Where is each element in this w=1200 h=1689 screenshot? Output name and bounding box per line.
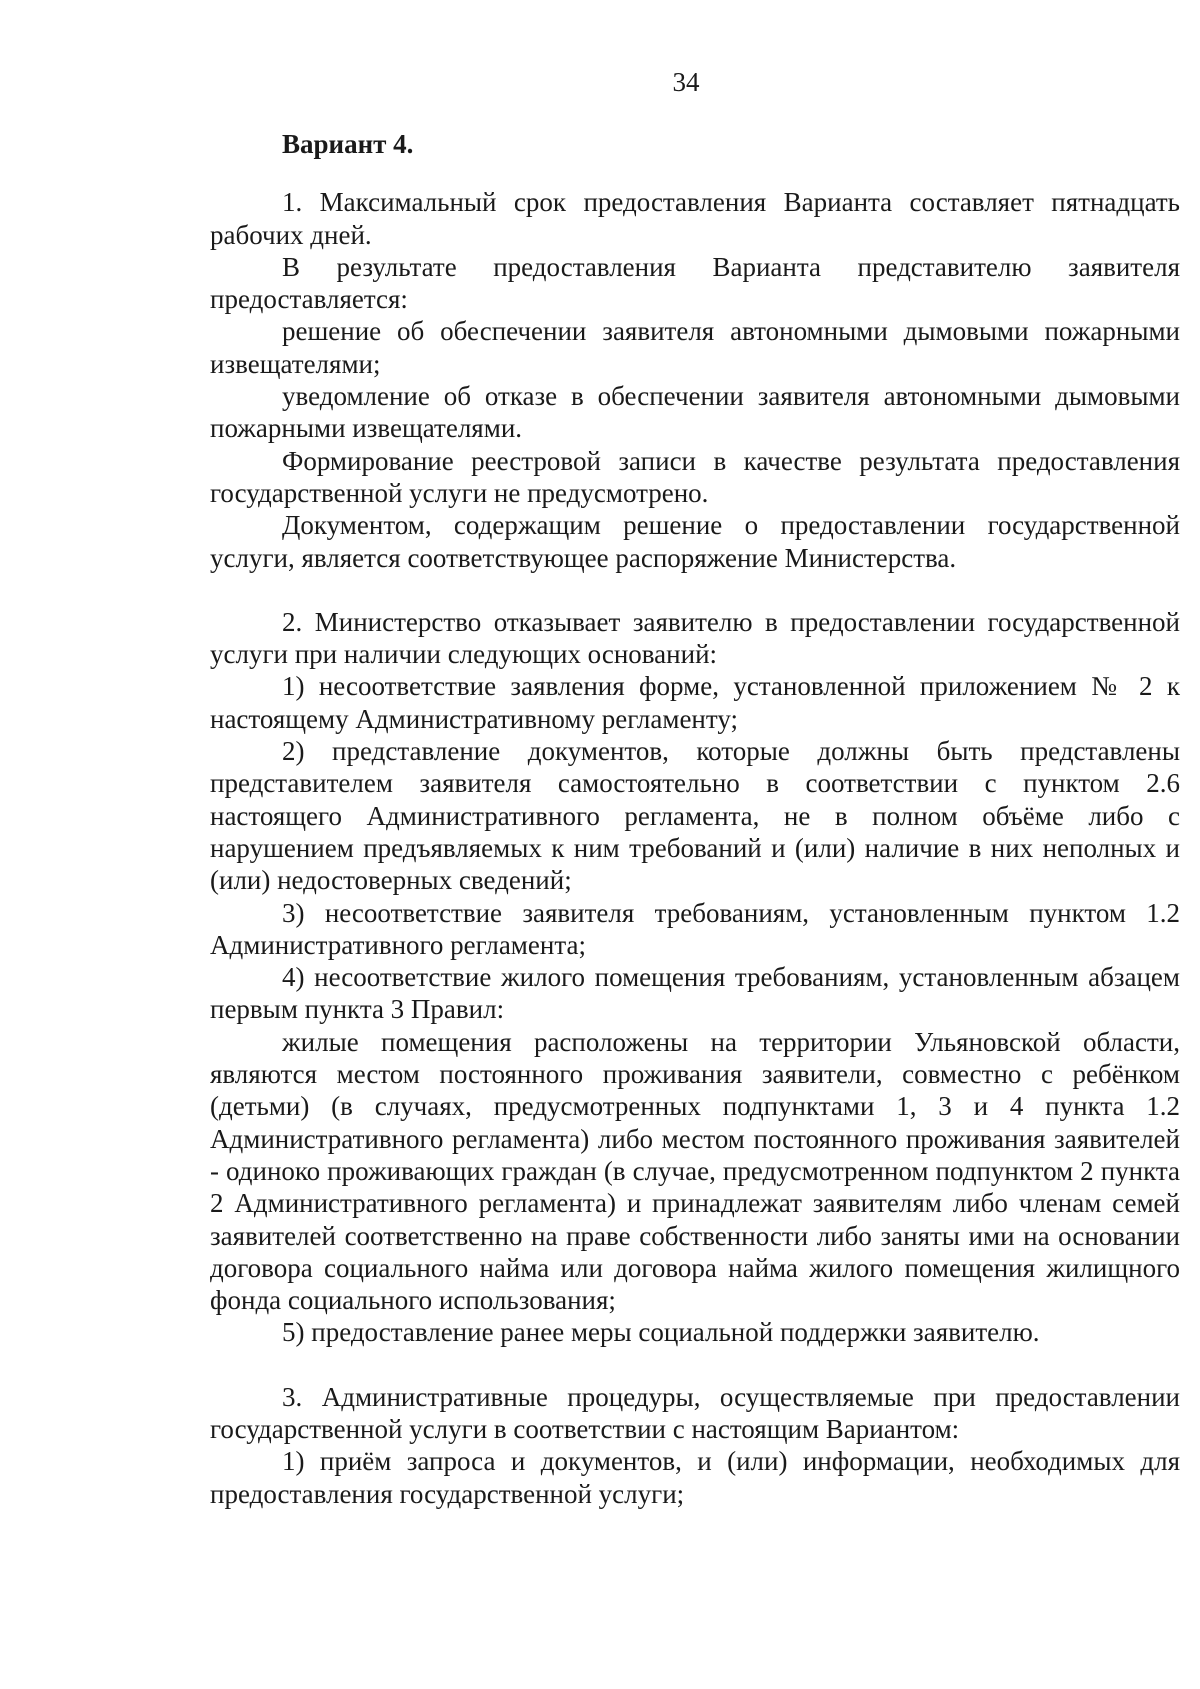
paragraph: Формирование реестровой записи в качестве результата предоставления государственной услуги не предусмотрено. [210,445,1180,508]
paragraph: 1. Максимальный срок предоставления Варианта составляет пятнадцать рабочих дней. [210,187,1180,250]
paragraph: жилые помещения расположены на территории Ульяновской области, являются местом постоянного проживания заявители, совместно с ребёнком (детьми) (в случаях, предусмотренных подпунктами 1, 3 и 4 пункта 1.2 Административного регламента) либо местом постоянного проживания заявителей - одиноко проживающих граждан (в случае, предусмотренном подпунктом 2 пункта 2 Административного регламента) и принадлежат заявителям либо членам семей заявителей соответственно на праве собственности либо заняты ими на основании договора социального найма или договора найма жилого помещения жилищного фонда социального использования; [210,1026,1180,1316]
paragraph: 5) предоставление ранее меры социальной поддержки заявителю. [282,1317,1040,1348]
paragraph: 2. Министерство отказывает заявителю в предоставлении государственной услуги при наличии следующих оснований: [210,606,1180,670]
paragraph: 3) несоответствие заявителя требованиям, установленным пунктом 1.2 Административного регламента; [210,897,1180,960]
page-number: 34 [672,67,700,97]
document-body [210,128,1180,1510]
section-2 [210,606,1180,1349]
paragraph: В результате предоставления Варианта представителю заявителя предоставляется: [210,251,1180,315]
section-gap [210,1349,1180,1381]
paragraph: решение об обеспечении заявителя автономными дымовыми пожарными извещателями; [210,316,1180,379]
paragraph: 1) приём запроса и документов, и (или) информации, необходимых для предоставления государственной услуги; [210,1446,1180,1509]
paragraph: уведомление об отказе в обеспечении заявителя автономными дымовыми пожарными извещателями. [210,381,1180,444]
paragraph: 2) представление документов, которые должны быть представлены представителем заявителя самостоятельно в соответствии с пунктом 2.6 настоящего Административного регламента, не в полном объёме либо с нарушением предъявляемых к ним требований и (или) наличие в них неполных и (или) недостоверных сведений; [210,736,1180,896]
paragraph: Документом, содержащим решение о предоставлении государственной услуги, является соответствующее распоряжение Министерства. [210,510,1180,573]
section-1 [210,186,1180,574]
paragraph: 4) несоответствие жилого помещения требованиям, установленным абзацем первым пункта 3 Правил: [210,962,1180,1025]
section-3 [210,1381,1180,1510]
paragraph: 1) несоответствие заявления форме, установленной приложением № 2 к настоящему Административному регламенту; [210,671,1180,734]
paragraph: 3. Административные процедуры, осуществляемые при предоставлении государственной услуги в соответствии с настоящим Вариантом: [210,1381,1180,1444]
section-gap [210,574,1180,606]
variant-heading: Вариант 4. [282,129,414,159]
